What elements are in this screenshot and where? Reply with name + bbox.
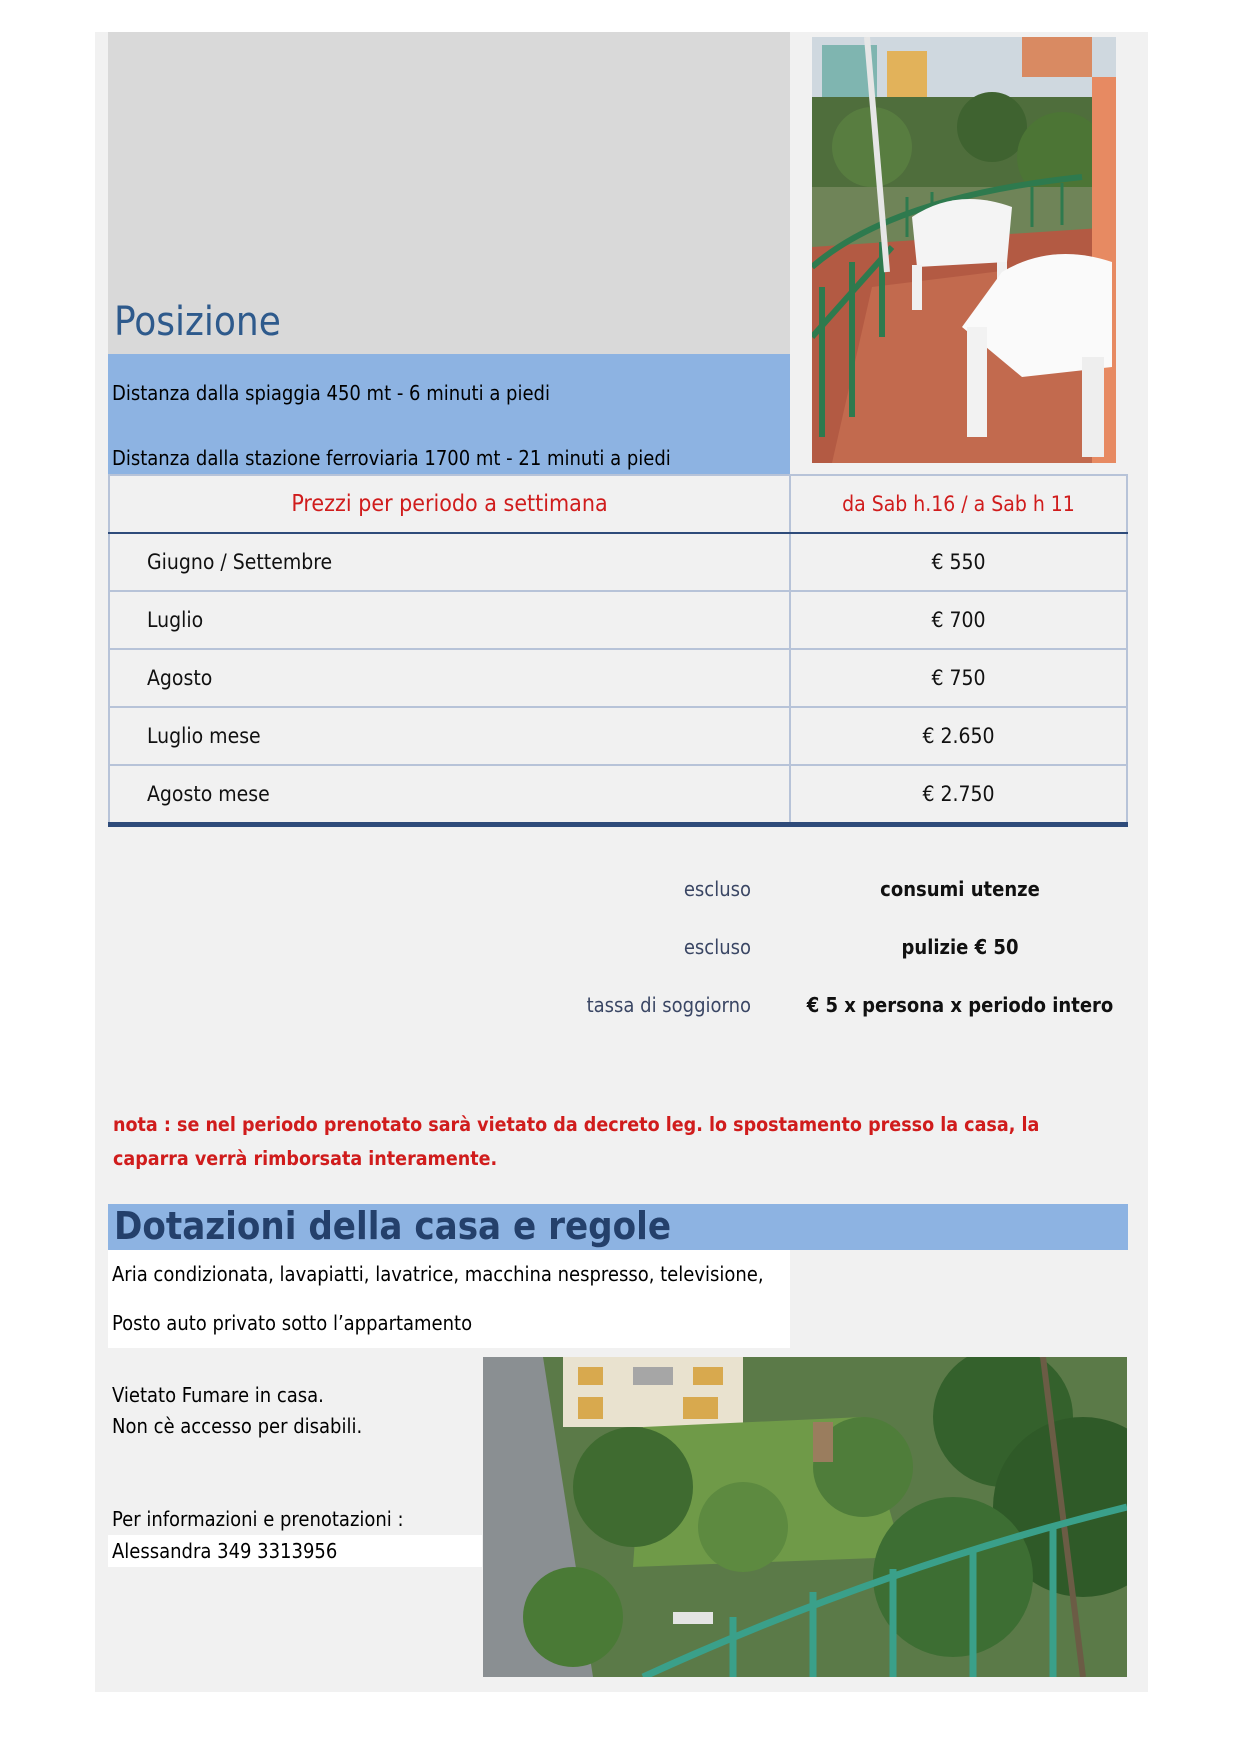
beach-distance: Distanza dalla spiaggia 450 mt - 6 minuti a piedi	[112, 381, 550, 405]
period-cell: Giugno / Settembre	[109, 533, 790, 591]
extra-label-utilities: escluso	[683, 877, 751, 901]
table-header-period: Prezzi per periodo a settimana	[109, 475, 790, 533]
price-cell: € 700	[790, 591, 1127, 649]
extra-label-cleaning: escluso	[683, 935, 751, 959]
period-cell: Agosto mese	[109, 765, 790, 825]
extra-value-cleaning: pulizie € 50	[901, 935, 1019, 959]
period-cell: Luglio	[109, 591, 790, 649]
table-header-row	[109, 475, 1127, 533]
table-header-checkin: da Sab h.16 / a Sab h 11	[790, 475, 1127, 533]
rule-no-smoking: Vietato Fumare in casa.	[112, 1383, 324, 1407]
balcony-photo	[812, 37, 1116, 463]
amenities-title: Dotazioni della casa e regole	[114, 1204, 672, 1248]
extra-value-tax: € 5 x persona x periodo intero	[806, 993, 1114, 1017]
price-cell: € 2.650	[790, 707, 1127, 765]
table-row	[109, 591, 1127, 649]
contact-label: Per informazioni e prenotazioni :	[112, 1507, 404, 1531]
location-title: Posizione	[114, 299, 281, 345]
booking-note: nota : se nel periodo prenotato sarà vietato da decreto leg. lo spostamento presso la casa, la caparra verrà rimborsata interamente.	[113, 1113, 1040, 1170]
amenities-line-1: Aria condizionata, lavapiatti, lavatrice, macchina nespresso, televisione,	[112, 1262, 764, 1286]
table-row	[109, 707, 1127, 765]
table-row	[109, 533, 1127, 591]
extra-label-tax: tassa di soggiorno	[586, 993, 751, 1017]
table-row	[109, 649, 1127, 707]
period-cell: Agosto	[109, 649, 790, 707]
garden-photo	[483, 1357, 1127, 1677]
price-cell: € 2.750	[790, 765, 1127, 825]
extra-value-utilities: consumi utenze	[880, 877, 1040, 901]
amenities-line-2: Posto auto privato sotto l’appartamento	[112, 1311, 473, 1335]
price-cell: € 550	[790, 533, 1127, 591]
table-row	[109, 765, 1127, 825]
period-cell: Luglio mese	[109, 707, 790, 765]
price-table	[108, 474, 1128, 827]
price-cell: € 750	[790, 649, 1127, 707]
rule-no-disabled-access: Non cè accesso per disabili.	[112, 1414, 363, 1438]
station-distance: Distanza dalla stazione ferroviaria 1700 mt - 21 minuti a piedi	[112, 446, 671, 470]
contact-name-phone: Alessandra 349 3313956	[112, 1539, 338, 1563]
